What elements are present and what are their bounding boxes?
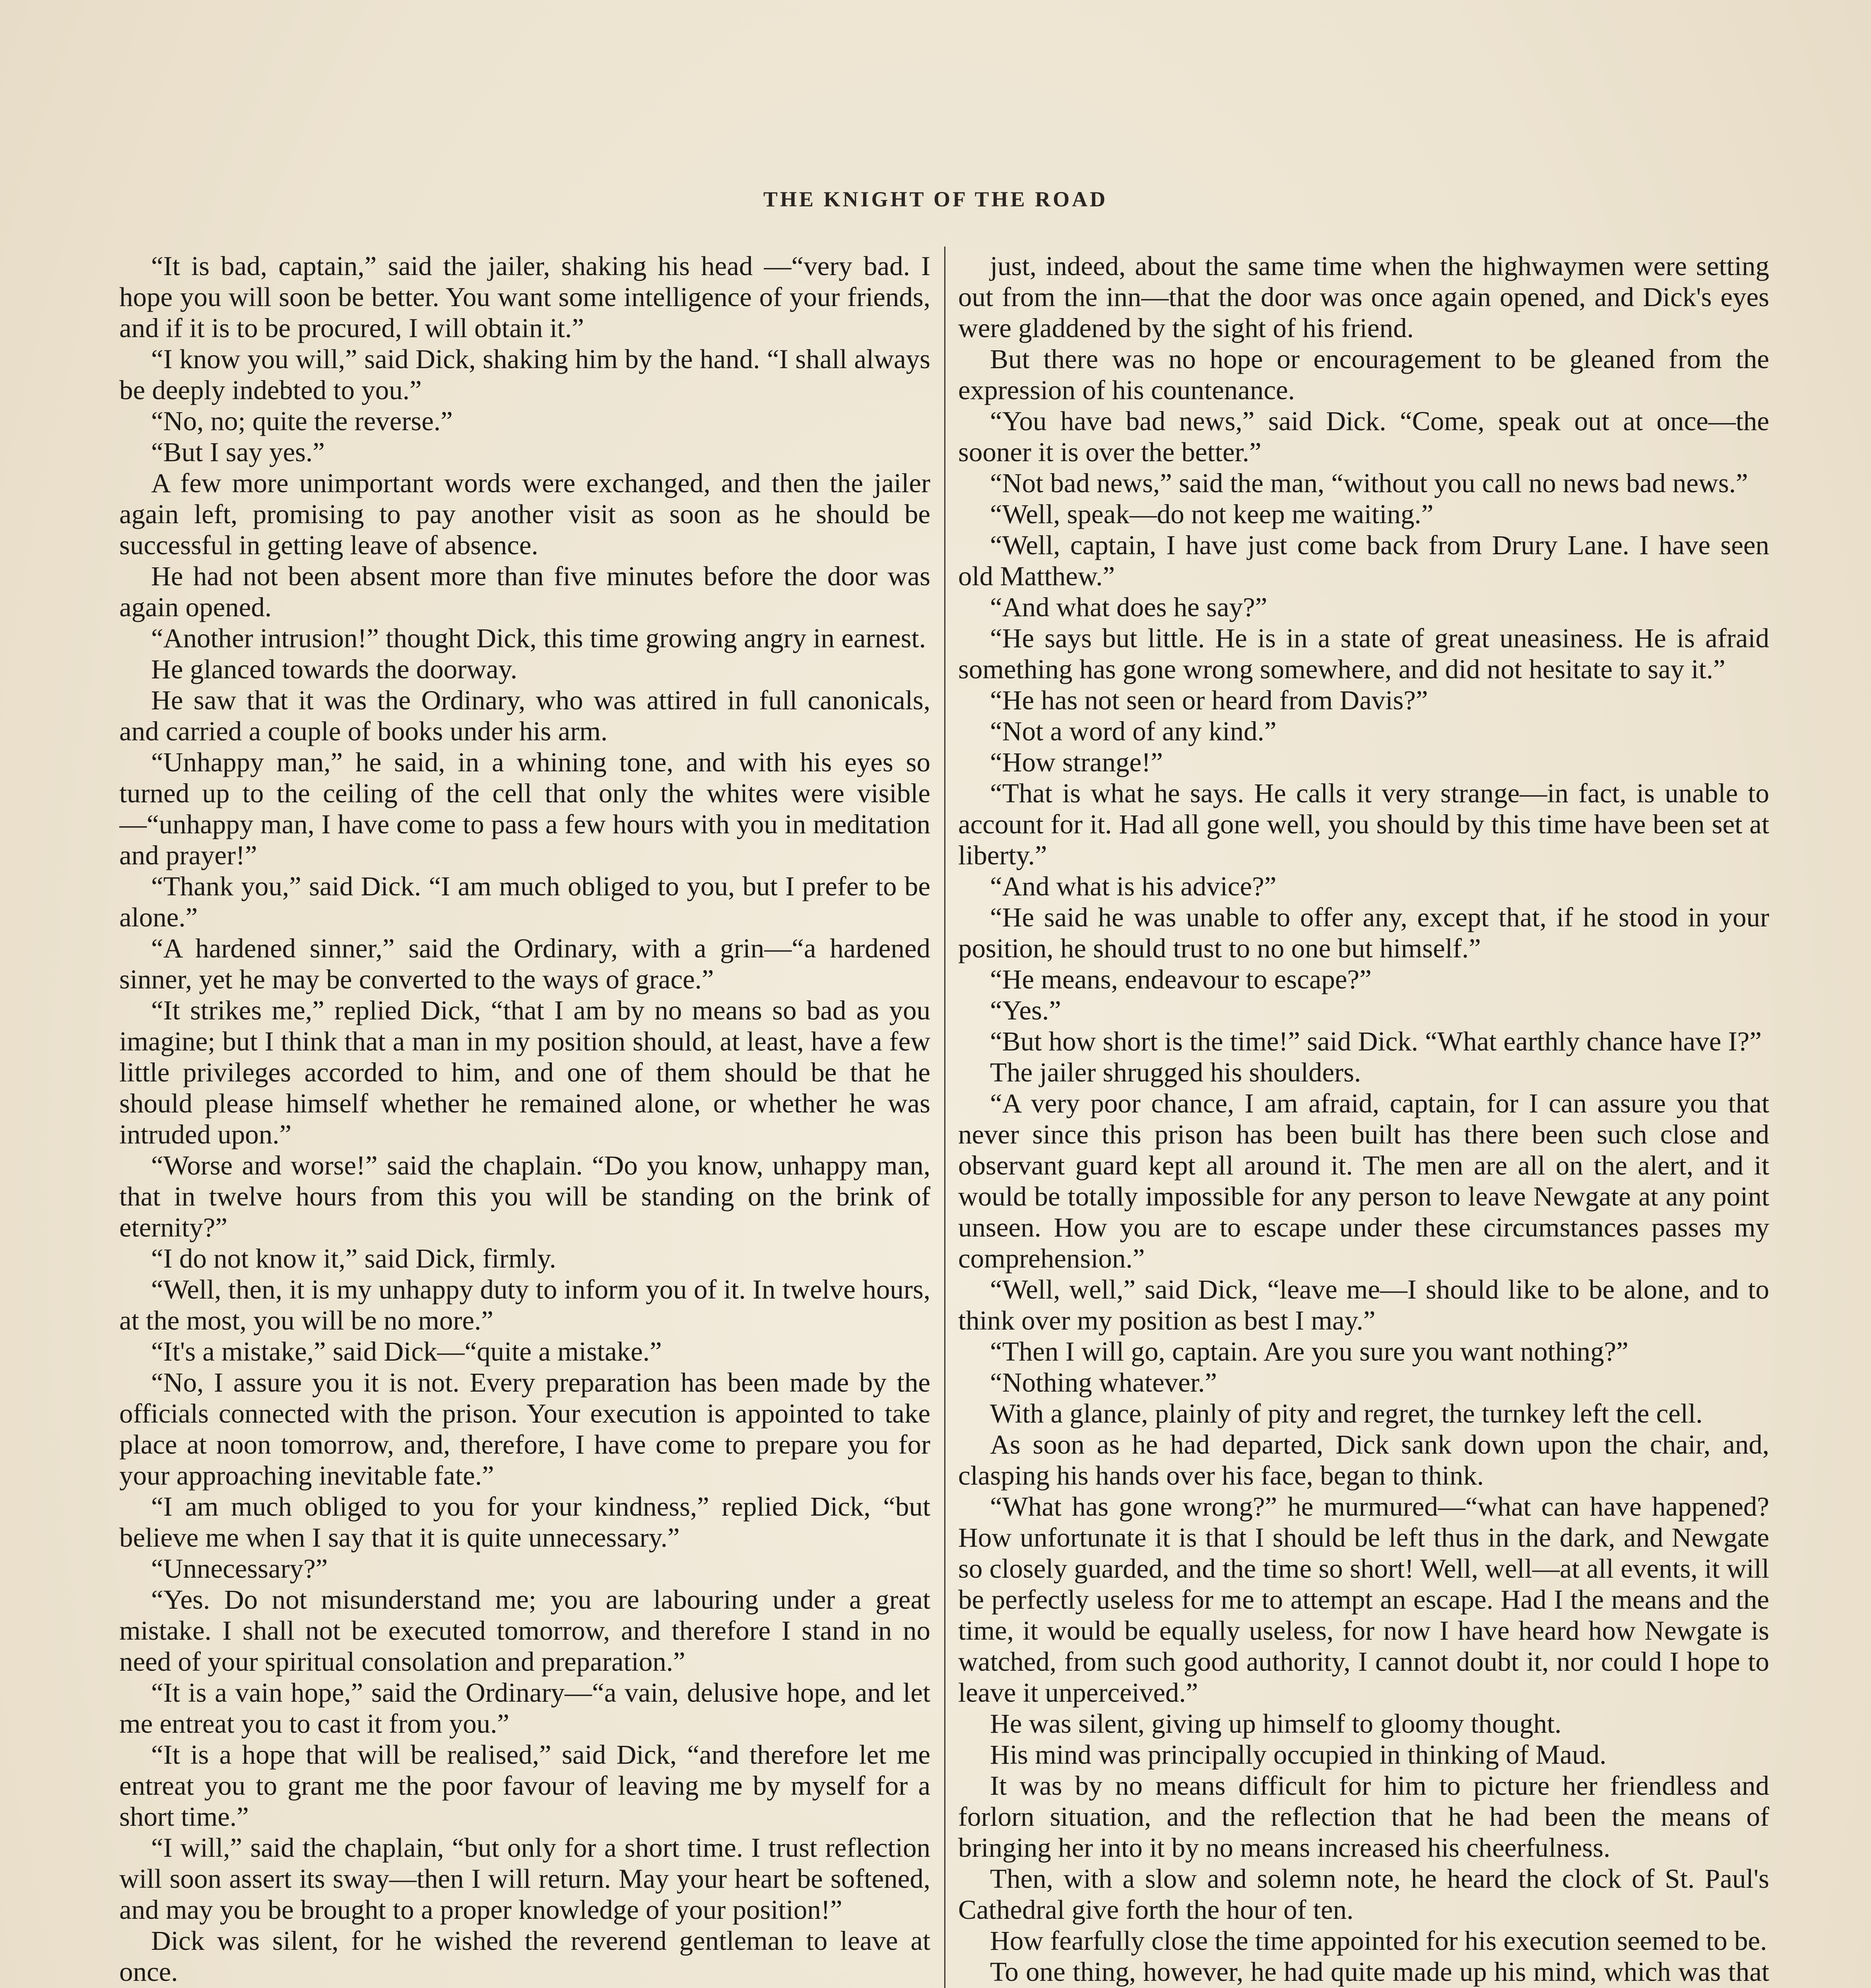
paragraph: “Nothing whatever.” [990, 1367, 1217, 1398]
paragraph: “I will,” said the chaplain, “but only for a short time. I trust reflection will soon assert its sway—then I will return. May your heart be softened, and may you be brought to a proper knowledge of your position!” [119, 1833, 930, 1925]
paragraph: His mind was principally occupied in thinking of Maud. [990, 1740, 1607, 1770]
paragraph: “Well, then, it is my unhappy duty to inform you of it. In twelve hours, at the most, you will be no more.” [119, 1274, 930, 1336]
paragraph: “He means, endeavour to escape?” [990, 964, 1372, 994]
paragraph: He glanced towards the doorway. [151, 654, 517, 684]
paragraph: Then, with a slow and solemn note, he heard the clock of St. Paul's Cathedral give forth the hour of ten. [958, 1864, 1769, 1925]
paragraph: A few more unimportant words were exchanged, and then the jailer again left, promising to pay another visit as soon as he should be successful in getting leave of absence. [119, 468, 930, 560]
paragraph: But there was no hope or encouragement to be gleaned from the expression of his countenance. [958, 344, 1769, 405]
paragraph: “No, no; quite the reverse.” [151, 406, 453, 436]
paragraph: “Well, captain, I have just come back from Drury Lane. I have seen old Matthew.” [958, 530, 1769, 591]
paragraph: “No, I assure you it is not. Every preparation has been made by the officials connected with the prison. Your execution is appointed to take place at noon tomorrow, and, therefore, I have come to prepare you for your approaching inevitable fate.” [119, 1367, 930, 1491]
paragraph: “How strange!” [990, 747, 1163, 777]
paragraph: “Then I will go, captain. Are you sure you want nothing?” [990, 1336, 1628, 1367]
paragraph: “He has not seen or heard from Davis?” [990, 685, 1428, 715]
paragraph: “A very poor chance, I am afraid, captain, for I can assure you that never since this prison has been built has there been such close and observant guard kept all around it. The men are all on the alert, and it would be totally impossible for any person to leave Newgate at any point unseen. How you are to escape under these circumstances passes my comprehension.” [958, 1088, 1769, 1274]
paragraph: “And what is his advice?” [990, 871, 1277, 901]
paragraph: “Yes.” [990, 995, 1061, 1025]
paragraph: “I am much obliged to you for your kindness,” replied Dick, “but believe me when I say that it is quite unnecessary.” [119, 1491, 930, 1553]
paragraph: “What has gone wrong?” he murmured—“what can have happened? How unfortunate it is that I should be left thus in the dark, and Newgate so closely guarded, and the time so short! Well, well—at all events, it will be perfectly useless for me to attempt an escape. Had I the means and the time, it would be equally useless, for now I have heard how Newgate is watched, from such good authority, I cannot doubt it, nor could I hope to leave it unperceived.” [958, 1491, 1769, 1708]
paragraph: How fearfully close the time appointed for his execution seemed to be. [990, 1926, 1767, 1956]
paragraph: “It is bad, captain,” said the jailer, shaking his head —“very bad. I hope you will soon be better. You want some intelligence of your friends, and if it is to be procured, I will obtain it.” [119, 251, 930, 343]
paragraph: “Not bad news,” said the man, “without you call no news bad news.” [990, 468, 1748, 498]
column-divider [944, 247, 945, 1988]
paragraph: “It is a hope that will be realised,” said Dick, “and therefore let me entreat you to grant me the poor favour of leaving me by myself for a short time.” [119, 1740, 930, 1832]
paragraph: “But how short is the time!” said Dick. “What earthly chance have I?” [990, 1026, 1762, 1056]
paragraph: Dick was silent, for he wished the reverend gentleman to leave at once. [119, 1926, 930, 1987]
paragraph: “And what does he say?” [990, 592, 1267, 622]
right-column [958, 250, 1769, 1988]
paragraph: “Worse and worse!” said the chaplain. “Do you know, unhappy man, that in twelve hours from this you will be standing on the brink of eternity?” [119, 1150, 930, 1242]
paragraph: “But I say yes.” [151, 437, 325, 467]
paragraph: “I do not know it,” said Dick, firmly. [151, 1243, 556, 1274]
running-head: THE KNIGHT OF THE ROAD [763, 187, 1108, 211]
paragraph: “Well, speak—do not keep me waiting.” [990, 499, 1434, 529]
paragraph: just, indeed, about the same time when the highwaymen were setting out from the inn—that the door was once again opened, and Dick's eyes were gladdened by the sight of his friend. [958, 251, 1769, 343]
paragraph: To one thing, however, he had quite made up his mind, which was that [990, 1957, 1769, 1987]
paragraph: “Thank you,” said Dick. “I am much obliged to you, but I prefer to be alone.” [119, 871, 930, 932]
paragraph: He had not been absent more than five minutes before the door was again opened. [119, 561, 930, 622]
paragraph: The jailer shrugged his shoulders. [990, 1057, 1361, 1087]
paragraph: “It strikes me,” replied Dick, “that I am by no means so bad as you imagine; but I think that a man in my position should, at least, have a few little privileges accorded to him, and one of them should be that he should please himself whether he remained alone, or whether he was intruded upon.” [119, 995, 930, 1149]
paragraph: “Another intrusion!” thought Dick, this time growing angry in earnest. [151, 623, 926, 653]
paragraph: “It is a vain hope,” said the Ordinary—“a vain, delusive hope, and let me entreat you to cast it from you.” [119, 1677, 930, 1739]
paragraph: “He says but little. He is in a state of great uneasiness. He is afraid something has gone wrong somewhere, and did not hesitate to say it.” [958, 623, 1769, 684]
left-column [119, 250, 930, 1988]
paragraph: He saw that it was the Ordinary, who was attired in full canonicals, and carried a couple of books under his arm. [119, 685, 930, 746]
paragraph: With a glance, plainly of pity and regret, the turnkey left the cell. [990, 1398, 1703, 1429]
paragraph: “He said he was unable to offer any, except that, if he stood in your position, he should trust to no one but himself.” [958, 902, 1769, 963]
paragraph: “A hardened sinner,” said the Ordinary, with a grin—“a hardened sinner, yet he may be converted to the ways of grace.” [119, 933, 930, 994]
paragraph: “It's a mistake,” said Dick—“quite a mistake.” [151, 1336, 662, 1367]
paragraph: It was by no means difficult for him to picture her friendless and forlorn situation, and the reflection that he had been the means of bringing her into it by no means increased his cheerfulness. [958, 1771, 1769, 1863]
paragraph: “Unhappy man,” he said, in a whining tone, and with his eyes so turned up to the ceiling of the cell that only the whites were visible—“unhappy man, I have come to pass a few hours with you in meditation and prayer!” [119, 747, 930, 870]
paragraph: “Yes. Do not misunderstand me; you are labouring under a great mistake. I shall not be executed tomorrow, and therefore I stand in no need of your spiritual consolation and preparation.” [119, 1584, 930, 1677]
paragraph: As soon as he had departed, Dick sank down upon the chair, and, clasping his hands over his face, began to think. [958, 1429, 1769, 1491]
paragraph: “I know you will,” said Dick, shaking him by the hand. “I shall always be deeply indebted to you.” [119, 344, 930, 405]
paragraph: “You have bad news,” said Dick. “Come, speak out at once—the sooner it is over the better.” [958, 406, 1769, 467]
paragraph: “That is what he says. He calls it very strange—in fact, is unable to account for it. Had all gone well, you should by this time have been set at liberty.” [958, 778, 1769, 870]
paragraph: “Well, well,” said Dick, “leave me—I should like to be alone, and to think over my position as best I may.” [958, 1274, 1769, 1336]
paragraph: “Unnecessary?” [151, 1553, 328, 1584]
paragraph: He was silent, giving up himself to gloomy thought. [990, 1708, 1562, 1739]
paragraph: “Not a word of any kind.” [990, 716, 1277, 746]
